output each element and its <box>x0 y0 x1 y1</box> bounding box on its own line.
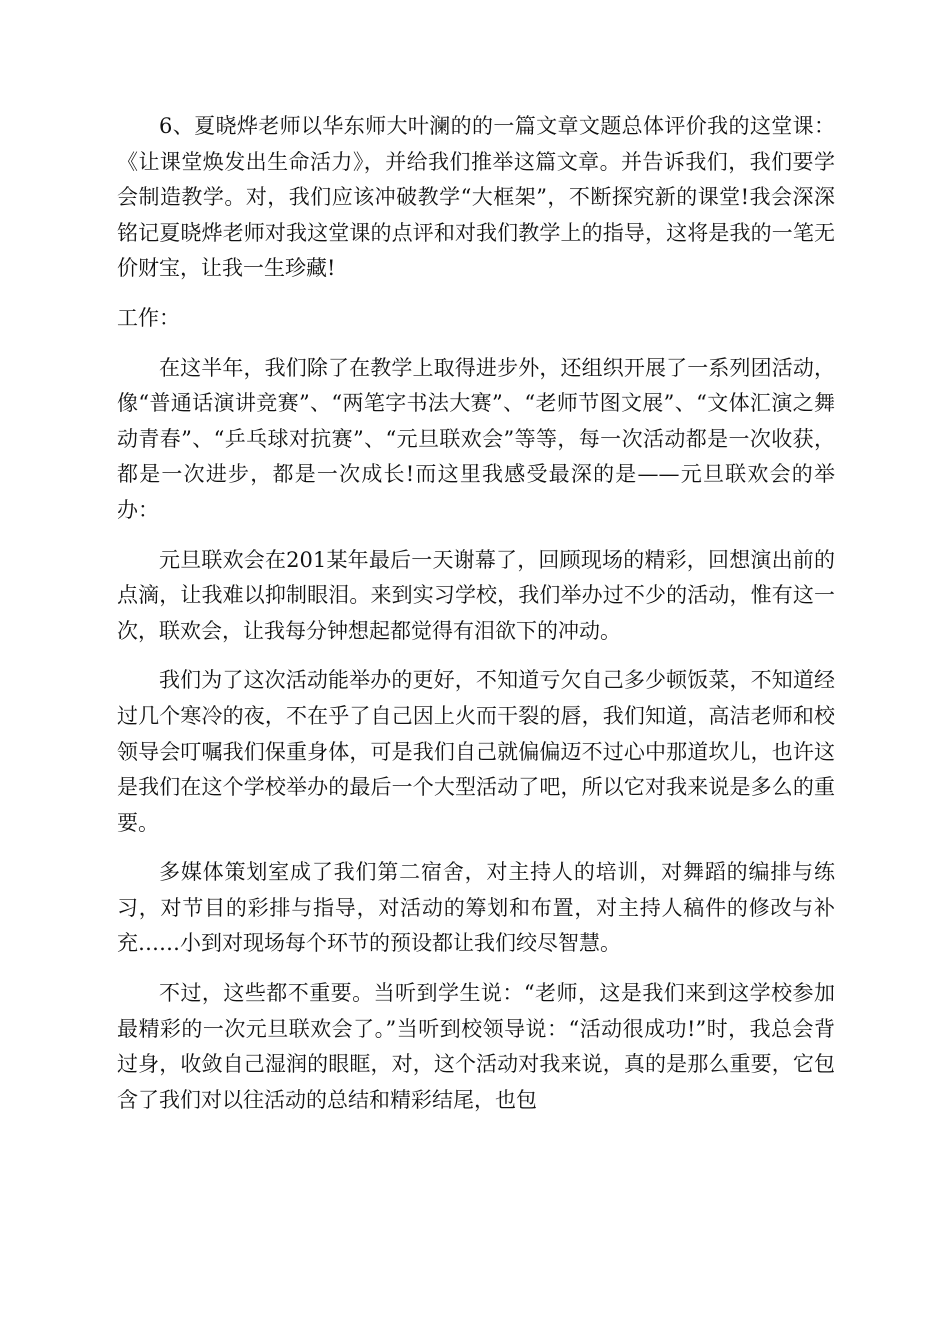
paragraph-reflection: 不过，这些都不重要。当听到学生说：“老师，这是我们来到这学校参加最精彩的一次元旦联欢会了。”当听到校领导说：“活动很成功!”时，我总会背过身，收敛自己湿润的眼眶，对，这个活动对我来说，真的是那么重要，它包含了我们对以往活动的总结和精彩结尾，也包 <box>117 981 835 1112</box>
paragraph-planning-room: 多媒体策划室成了我们第二宿舍，对主持人的培训，对舞蹈的编排与练习，对节目的彩排与指导，对活动的筹划和布置，对主持人稿件的修改与补充……小到对现场每个环节的预设都让我们绞尽智慧。 <box>117 860 835 956</box>
paragraph-gap <box>117 962 835 976</box>
paragraph-new-year-party: 元旦联欢会在201某年最后一天谢幕了，回顾现场的精彩，回想演出前的点滴，让我难以抑制眼泪。来到实习学校，我们举办过不少的活动，惟有这一次，联欢会，让我每分钟想起都觉得有泪欲下的冲动。 <box>117 547 835 643</box>
paragraph-gap <box>117 649 835 663</box>
paragraph-gap <box>117 529 835 543</box>
document-page <box>117 109 835 1118</box>
paragraph-preparation: 我们为了这次活动能举办的更好，不知道亏欠自己多少顿饭菜，不知道经过几个寒冷的夜，不在乎了自己因上火而干裂的唇，我们知道，高洁老师和校领导会叮嘱我们保重身体，可是我们自己就偏偏迈不过心中那道坎儿，也许这是我们在这个学校举办的最后一个大型活动了吧，所以它对我来说是多么的重要。 <box>117 668 835 835</box>
paragraph-gap <box>117 841 835 855</box>
paragraph-activities: 在这半年，我们除了在教学上取得进步外，还组织开展了一系列团活动，像“普通话演讲竞赛”、“两笔字书法大赛”、“老师节图文展”、“文体汇演之舞动青春”、“乒乓球对抗赛”、“元旦联欢会”等等，每一次活动都是一次收获，都是一次进步，都是一次成长!而这里我感受最深的是——元旦联欢会的举办： <box>117 355 835 522</box>
paragraph-gap <box>117 287 835 301</box>
section-heading-work: 工作： <box>117 305 180 330</box>
paragraph-evaluation: 6、夏晓烨老师以华东师大叶澜的的一篇文章文题总体评价我的这堂课：《让课堂焕发出生命活力》，并给我们推举这篇文章。并告诉我们，我们要学会制造教学。对，我们应该冲破教学“大框架”，不断探究新的课堂!我会深深铭记夏晓烨老师对我这堂课的点评和对我们教学上的指导，这将是我的一笔无价财宝，让我一生珍藏! <box>117 114 835 281</box>
paragraph-gap <box>117 337 835 351</box>
